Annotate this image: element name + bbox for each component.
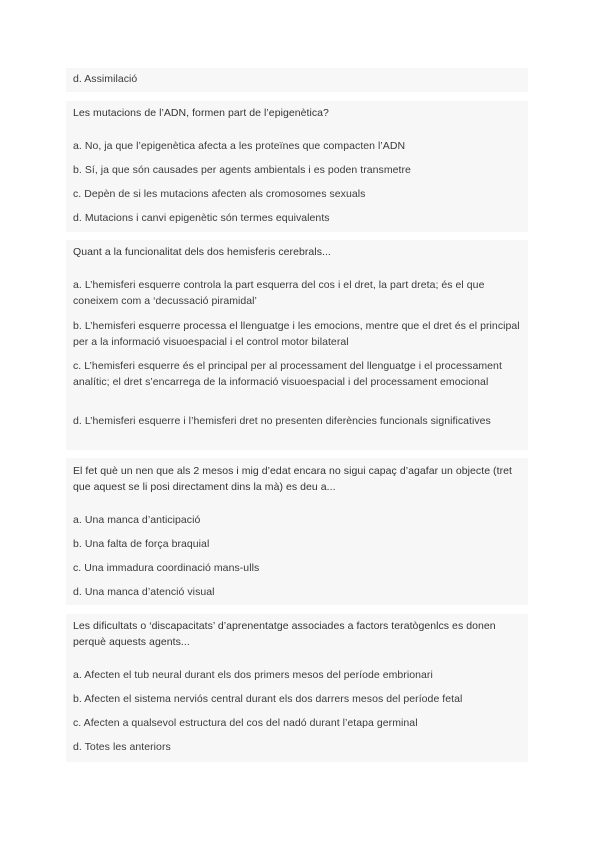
question-4-option-d[interactable]: d. Totes les anteriors xyxy=(73,741,171,753)
question-3-option-d[interactable]: d. Una manca d’atenció visual xyxy=(73,586,215,598)
question-2-option-a[interactable]: a. L’hemisferi esquerre controla la part esquerra del cos i el dret, la part dreta; és el que coneixem com a ‘decussació piramidal’ xyxy=(73,279,485,307)
question-4-option-c[interactable]: c. Afecten a qualsevol estructura del cos del nadó durant l’etapa germinal xyxy=(73,717,418,729)
question-2-option-d[interactable]: d. L’hemisferi esquerre i l’hemisferi dret no presenten diferències funcionals significatives xyxy=(73,415,491,427)
question-2-text: Quant a la funcionalitat dels dos hemisferis cerebrals... xyxy=(73,246,331,258)
question-1-option-a[interactable]: a. No, ja que l’epigenètica afecta a les proteïnes que compacten l’ADN xyxy=(73,140,406,152)
question-2-option-c[interactable]: c. L’hemisferi esquerre és el principal per al processament del llenguatge i el processament analític; el dret s’encarrega de la informació visuoespacial i del processament emocional xyxy=(73,360,502,388)
question-3-option-a[interactable]: a. Una manca d’anticipació xyxy=(73,514,201,526)
question-3-text: El fet què un nen que als 2 mesos i mig d’edat encara no sigui capaç d’agafar un objecte (tret que aquest se li posi directament dins la mà) es deu a... xyxy=(73,465,512,493)
question-3-option-c[interactable]: c. Una immadura coordinació mans-ulls xyxy=(73,562,260,574)
question-1-option-c[interactable]: c. Depèn de si les mutacions afecten als cromosomes sexuals xyxy=(73,188,366,200)
question-1-option-d[interactable]: d. Mutacions i canvi epigenètic són termes equivalents xyxy=(73,212,330,224)
question-2-option-b[interactable]: b. L’hemisferi esquerre processa el llenguatge i les emocions, mentre que el dret és el principal per a la informació visuoespacial i el control motor bilateral xyxy=(73,320,520,348)
question-4-option-a[interactable]: a. Afecten el tub neural durant els dos primers mesos del període embrionari xyxy=(73,669,433,681)
question-4-text: Les dificultats o ‘discapacitats’ d’aprenentatge associades a factors teratògenlcs es donen perquè aquests agents... xyxy=(73,620,496,648)
question-4-option-b[interactable]: b. Afecten el sistema nerviós central durant els dos darrers mesos del període fetal xyxy=(73,693,463,705)
question-1-text: Les mutacions de l’ADN, formen part de l’epigenètica? xyxy=(73,107,329,119)
option-prev-d[interactable]: d. Assimilació xyxy=(73,73,138,85)
question-3-option-b[interactable]: b. Una falta de força braquial xyxy=(73,538,210,550)
question-1-option-b[interactable]: b. Sí, ja que són causades per agents ambientals i es poden transmetre xyxy=(73,164,411,176)
